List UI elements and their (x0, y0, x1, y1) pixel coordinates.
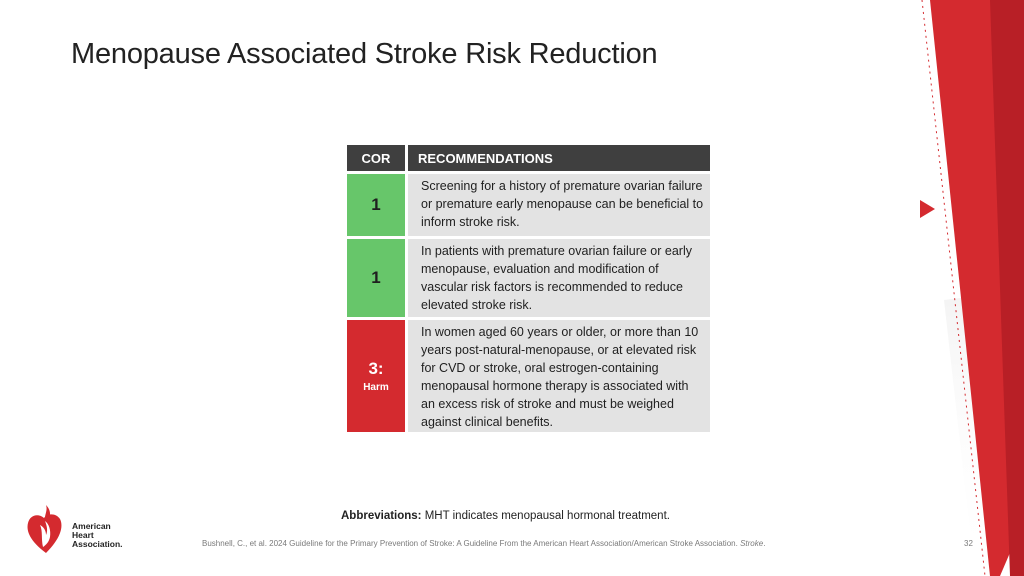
page-number: 32 (964, 539, 973, 548)
page-title: Menopause Associated Stroke Risk Reduction (71, 38, 658, 70)
abbreviations-text: MHT indicates menopausal hormonal treatment. (424, 510, 670, 522)
abbreviations-note (341, 510, 670, 522)
cor-value: 3: (368, 359, 384, 378)
logo-line: Association. (72, 539, 123, 549)
table-header (347, 145, 710, 171)
recommendation-text: In patients with premature ovarian failure or early menopause, evaluation and modification of vascular risk factors is recommended to reduce elevated stroke risk. (408, 239, 710, 317)
cor-cell (347, 239, 405, 317)
header-cor: COR (347, 145, 405, 171)
recommendation-text: In women aged 60 years or older, or more than 10 years post-natural-menopause, or at elevated risk for CVD or stroke, oral estrogen-containing menopausal hormone therapy is associated with an excess risk of stroke and must be weighed against clinical benefits. (408, 320, 710, 432)
logo-line: Heart (72, 530, 94, 540)
recommendation-text: Screening for a history of premature ovarian failure or premature early menopause can be beneficial to inform stroke risk. (408, 174, 710, 236)
cor-value: 1 (371, 268, 381, 287)
aha-logo-text (72, 522, 123, 549)
logo-line: American (72, 521, 111, 531)
cor-value: 1 (371, 195, 381, 214)
citation-journal: Stroke (740, 539, 764, 548)
abbreviations-label: Abbreviations: (341, 510, 422, 522)
table-row (347, 174, 710, 236)
header-recommendations: RECOMMENDATIONS (408, 145, 710, 171)
cor-sublabel: Harm (363, 382, 389, 393)
recommendations-table (347, 145, 710, 432)
citation: Bushnell, C., et al. 2024 Guideline for the Primary Prevention of Stroke: A Guideline From the American Heart Association/American Stroke Association. Stroke. (202, 539, 766, 548)
citation-text: Bushnell, C., et al. 2024 Guideline for the Primary Prevention of Stroke: A Guideline From the American Heart Association/American Stroke Association. (202, 539, 738, 548)
table-row (347, 320, 710, 432)
table-row (347, 239, 710, 317)
cor-cell (347, 174, 405, 236)
cor-cell (347, 320, 405, 432)
